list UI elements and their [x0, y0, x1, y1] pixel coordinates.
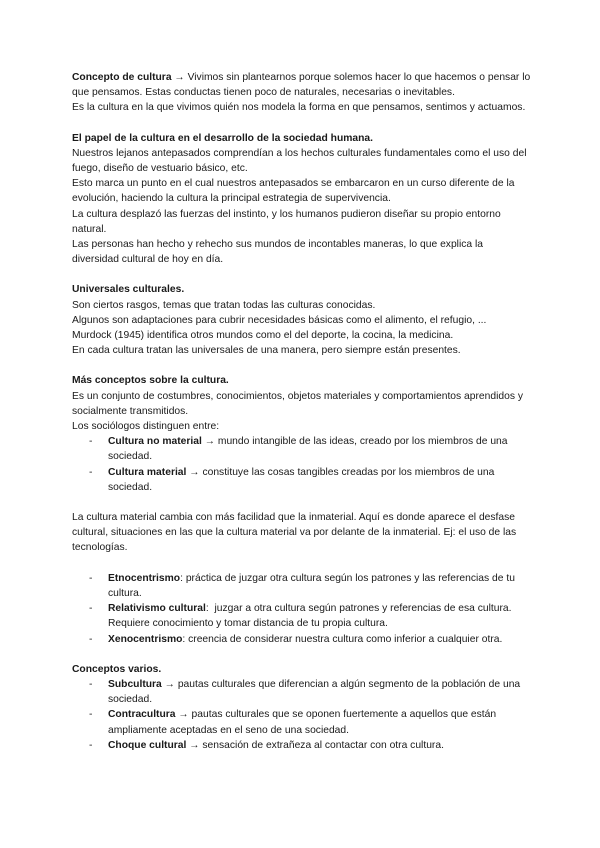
paragraph: Nuestros lejanos antepasados comprendían a los hechos culturales fundamentales como el uso del fuego, diseño de vestuario básico, etc. — [72, 147, 527, 175]
section-conceptos-varios — [72, 662, 532, 753]
definition: práctica de juzgar otra cultura según los patrones y las referencias de tu cultura. — [108, 572, 515, 599]
bullet: - — [89, 466, 93, 478]
separator: → — [201, 436, 218, 448]
dash-list — [72, 434, 532, 495]
list-item — [72, 465, 532, 495]
term: Relativismo cultural — [108, 603, 206, 615]
paragraph: Son ciertos rasgos, temas que tratan todas las culturas conocidas. — [72, 299, 376, 311]
separator: → — [175, 709, 192, 721]
paragraph: Es la cultura en la que vivimos quién nos modela la forma en que pensamos, sentimos y actuamos. — [72, 102, 526, 114]
separator: → — [186, 466, 203, 478]
section-heading: Más conceptos sobre la cultura. — [72, 375, 229, 387]
term: Cultura no material — [108, 436, 202, 448]
bullet: - — [89, 603, 93, 615]
paragraph: Algunos son adaptaciones para cubrir necesidades básicas como el alimento, el refugio, ... — [72, 314, 487, 326]
paragraph — [72, 70, 532, 100]
term: Subcultura — [108, 678, 162, 690]
separator: → — [161, 678, 178, 690]
definition: mundo intangible de las ideas, creado por los miembros de una sociedad. — [108, 436, 508, 463]
list-item — [72, 601, 532, 631]
section-mas-conceptos — [72, 373, 532, 646]
section-papel-cultura — [72, 131, 532, 268]
definition: constituye las cosas tangibles creadas por los miembros de una sociedad. — [108, 466, 495, 493]
separator: : — [180, 572, 186, 584]
list-item — [72, 434, 532, 464]
bullet: - — [89, 633, 93, 645]
paragraph: La cultura material cambia con más facilidad que la inmaterial. Aquí es donde aparece el desfase cultural, situaciones en las que la cultura material va por delante de la inmaterial. Ej: el uso de las tecnologías. — [72, 512, 517, 554]
separator: → — [186, 739, 203, 751]
term: Contracultura — [108, 709, 176, 721]
term: Concepto de cultura — [72, 72, 172, 83]
bullet: - — [89, 739, 93, 751]
list-item — [72, 738, 532, 753]
definition: creencia de considerar nuestra cultura como inferior a cualquier otra. — [188, 633, 503, 645]
list-item — [72, 632, 532, 647]
dash-list — [72, 677, 532, 753]
paragraph: Es un conjunto de costumbres, conocimientos, objetos materiales y comportamientos aprendidos y socialmente transmitidos. — [72, 390, 524, 417]
separator: : — [205, 603, 215, 615]
bullet: - — [89, 678, 93, 690]
spacer — [72, 495, 532, 510]
paragraph: En cada cultura tratan las universales de una manera, pero siempre están presentes. — [72, 345, 461, 357]
bullet: - — [89, 436, 93, 448]
definition: pautas culturales que se oponen fuertemente a aquellos que están ampliamente aceptadas en el seno de una sociedad. — [108, 709, 497, 736]
paragraph: La cultura desplazó las fuerzas del instinto, y los humanos pudieron diseñar su propio entorno natural. — [72, 208, 501, 235]
term: Cultura material — [108, 466, 187, 478]
definition: Vivimos sin plantearnos porque solemos hacer lo que hacemos o pensar lo que pensamos. Estas conductas tienen poco de naturales, necesarias o inevitables. — [72, 72, 531, 99]
separator: : — [182, 633, 189, 645]
paragraph: Las personas han hecho y rehecho sus mundos de incontables maneras, lo que explica la diversidad cultural de hoy en día. — [72, 239, 483, 266]
list-item — [72, 677, 532, 707]
paragraph: Esto marca un punto en el cual nuestros antepasados se embarcaron en un curso diferente de la evolución, haciendo la cultura la principal estrategia de supervivencia. — [72, 178, 515, 205]
arrow: → — [171, 72, 188, 83]
list-item — [72, 571, 532, 601]
bullet: - — [89, 572, 93, 584]
definition: pautas culturales que diferencian a algún segmento de la población de una sociedad. — [108, 678, 521, 706]
paragraph: Murdock (1945) identifica otros mundos como el del deporte, la cocina, la medicina. — [72, 330, 454, 342]
term: Choque cultural — [108, 739, 187, 751]
definition: juzgar a otra cultura según patrones y referencias de esa cultura. Requiere conocimiento y tomar distancia de tu propia cultura. — [108, 603, 512, 630]
section-heading: El papel de la cultura en el desarrollo de la sociedad humana. — [72, 132, 373, 144]
spacer — [72, 556, 532, 571]
section-universales — [72, 282, 532, 358]
definition: sensación de extrañeza al contactar con otra cultura. — [202, 739, 444, 751]
paragraph: Los sociólogos distinguen entre: — [72, 421, 220, 433]
bullet: - — [89, 709, 93, 721]
document-page — [72, 70, 532, 768]
section-heading: Conceptos varios. — [72, 663, 162, 675]
section-concepto-cultura — [72, 70, 532, 116]
term: Xenocentrismo — [108, 633, 183, 645]
dash-list — [72, 571, 532, 647]
list-item — [72, 707, 532, 737]
section-heading: Universales culturales. — [72, 284, 185, 296]
term: Etnocentrismo — [108, 572, 181, 584]
